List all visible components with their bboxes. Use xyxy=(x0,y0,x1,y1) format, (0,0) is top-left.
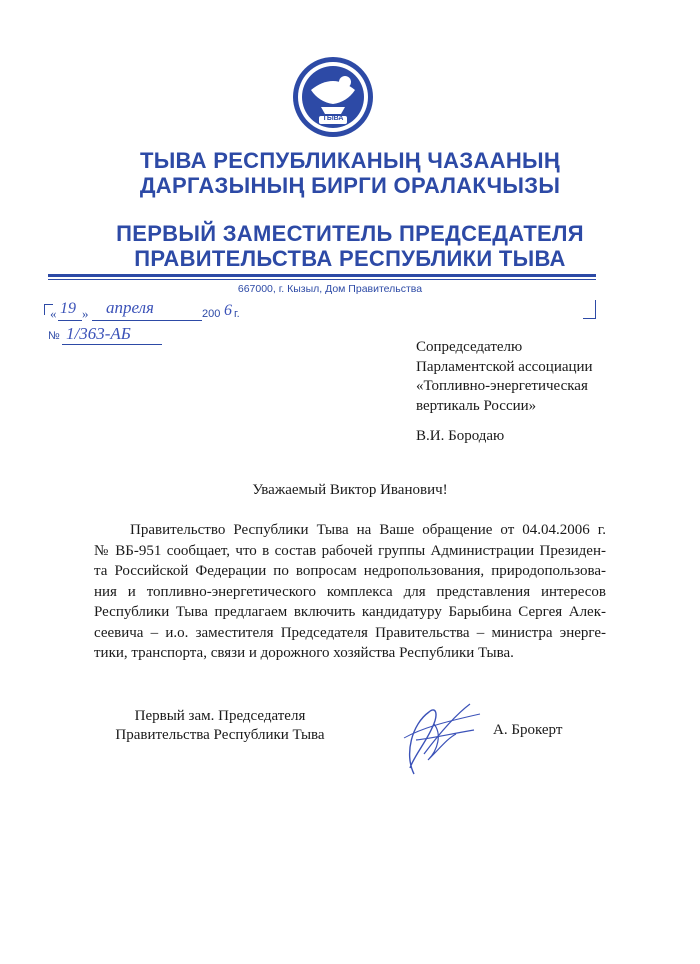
handwritten-signature xyxy=(384,694,494,784)
date-year-suffix: г. xyxy=(234,308,240,320)
signature-title xyxy=(100,707,340,745)
letter-line: Правительство Республики Тыва на Ваше обращение от 04.04.2006 г. xyxy=(130,522,606,538)
registration-block xyxy=(38,300,278,350)
number-prefix: № xyxy=(48,330,60,342)
header-line-1: ТЫВА РЕСПУБЛИКАНЫҢ ЧАЗААНЫҢ xyxy=(139,148,561,173)
header-address: 667000, г. Кызыл, Дом Правительства xyxy=(237,283,423,295)
date-day-underline xyxy=(58,320,82,321)
date-month-underline xyxy=(92,320,202,321)
signature-title-line-2: Правительства Республики Тыва xyxy=(115,727,325,743)
number-underline xyxy=(62,344,162,345)
letter-line: тики, транспорта, связи и дорожного хозяйства Республики Тыва. xyxy=(94,645,514,661)
date-open-quote: « xyxy=(50,306,57,321)
signature-title-line-1: Первый зам. Председателя xyxy=(134,708,306,724)
addressee-name: В.И. Бородаю xyxy=(416,428,505,444)
date-month: апреля xyxy=(106,298,154,317)
addressee-line-1: Сопредседателю xyxy=(416,339,523,355)
header-line-3: ПЕРВЫЙ ЗАМЕСТИТЕЛЬ ПРЕДСЕДАТЕЛЯ xyxy=(116,221,584,246)
emblem-label: ТЫВА xyxy=(322,115,344,122)
letter-salutation: Уважаемый Виктор Иванович! xyxy=(252,482,448,498)
tuva-emblem xyxy=(281,52,385,142)
header-divider-thin xyxy=(48,279,596,280)
letter-line: сеевича – и.о. заместителя Председателя Правительства – министра энерге- xyxy=(94,624,606,641)
header-divider-thick xyxy=(48,274,596,277)
signature-name: А. Брокерт xyxy=(493,722,563,738)
date-year-prefix: 200 xyxy=(202,308,221,320)
addressee-line-2: Парламентской ассоциации xyxy=(416,358,593,375)
address-corner-bracket xyxy=(583,300,596,319)
header-line-2: ДАРГАЗЫНЫҢ БИРГИ ОРАЛАКЧЫЗЫ xyxy=(139,173,561,198)
date-day: 19 xyxy=(60,300,76,317)
letter-body xyxy=(94,520,606,664)
addressee-line-3: «Топливно-энергетическая xyxy=(416,378,588,394)
registration-number: 1/363-АБ xyxy=(66,324,131,343)
letter-line: та Российской Федерации по вопросам недропользования, природопользова- xyxy=(94,563,606,579)
addressee-line-4: вертикаль России» xyxy=(416,397,537,414)
letter-line: № ВБ-951 сообщает, что в состав рабочей группы Администрации Президен- xyxy=(94,542,606,559)
header-line-4: ПРАВИТЕЛЬСТВА РЕСПУБЛИКИ ТЫВА xyxy=(134,246,566,271)
letter-line: Республики Тыва предлагаем включить кандидатуру Барыбина Сергея Алек- xyxy=(94,604,606,620)
date-year-digit: 6 xyxy=(224,302,232,319)
addressee-block xyxy=(416,338,676,416)
date-close-quote: » xyxy=(82,306,89,321)
letter-line: ния и топливно-энергетического комплекса для представления интересов xyxy=(94,583,606,600)
